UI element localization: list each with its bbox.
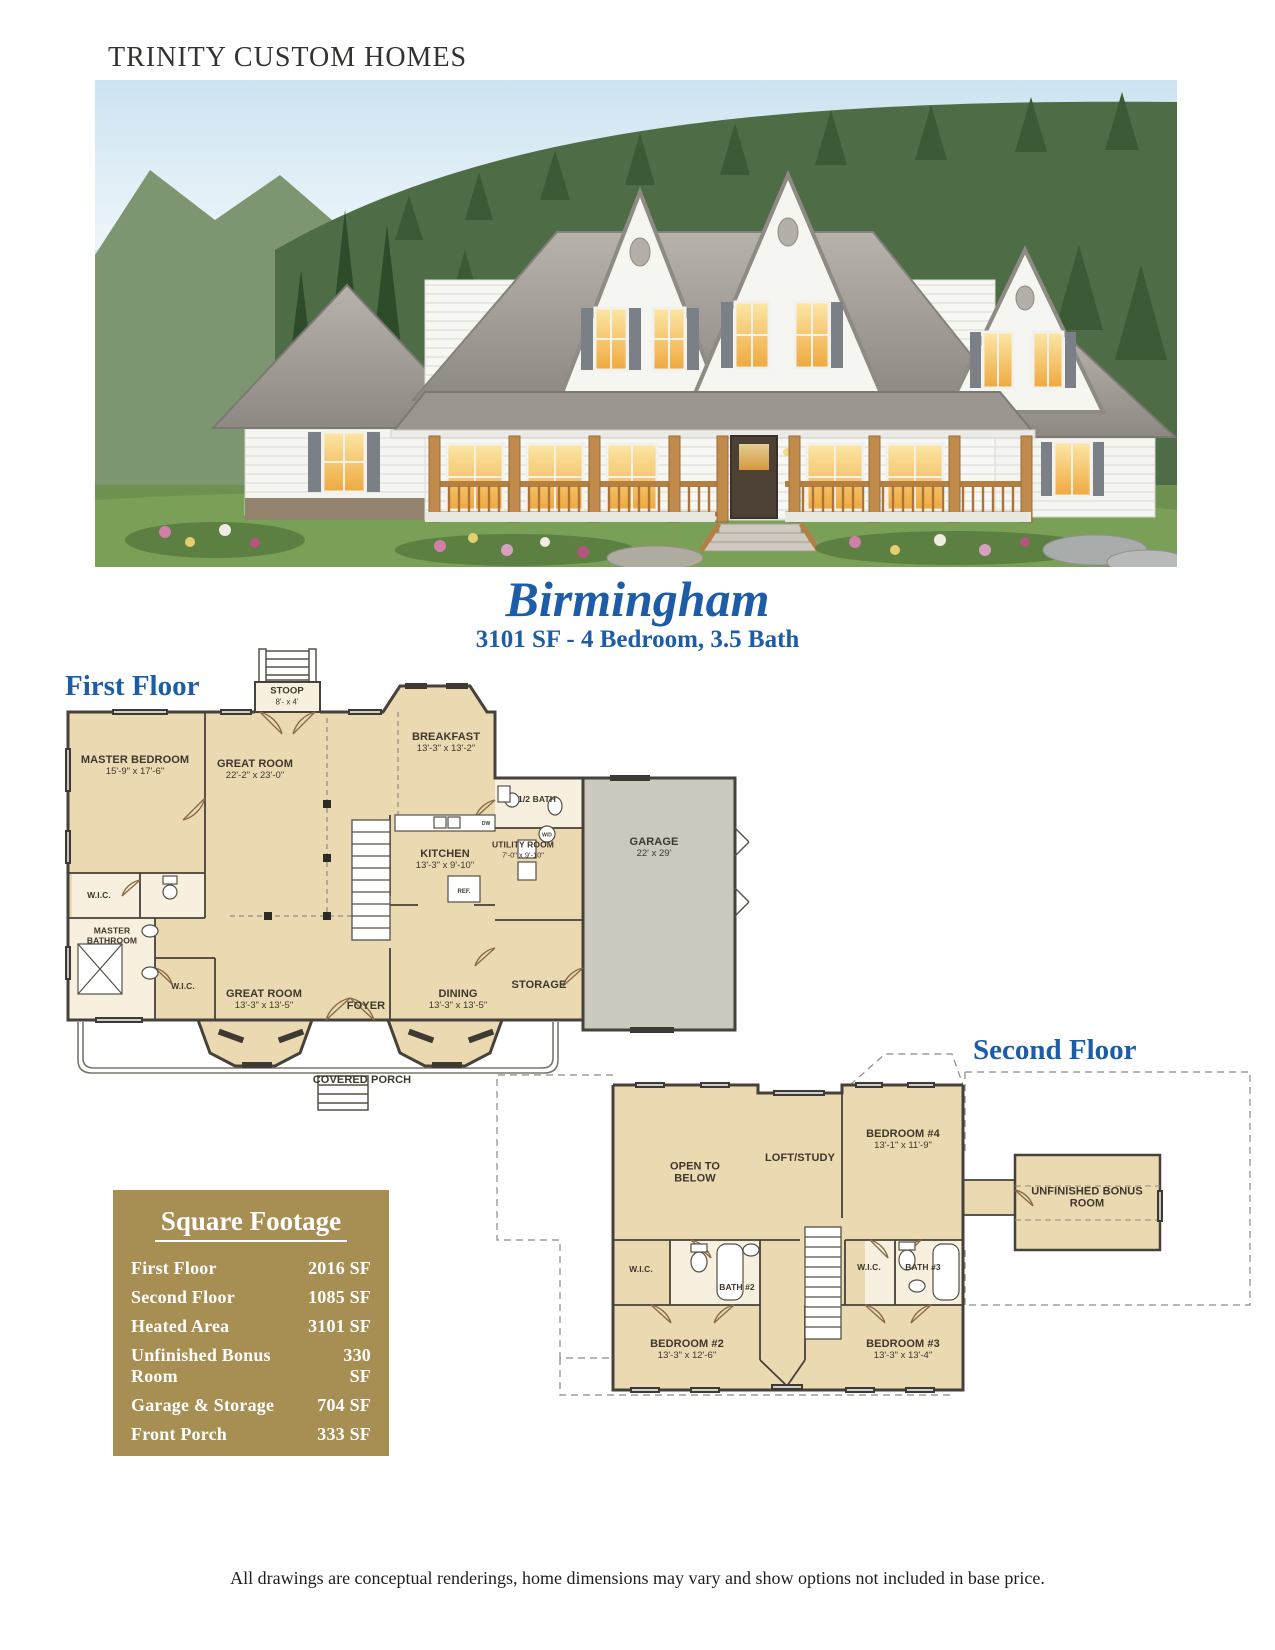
second-floor-heading: Second Floor (973, 1034, 1137, 1066)
table-row: Heated Area 3101 SF (131, 1316, 371, 1336)
room-label-great-room: GREAT ROOM 22'-2" x 23'-0" (217, 757, 293, 782)
square-footage-table (113, 1190, 389, 1473)
disclaimer-text: All drawings are conceptual renderings, home dimensions may vary and show options not included in base price. (230, 1568, 1045, 1588)
table-row: Unfinished Bonus Room 330 SF (131, 1345, 371, 1386)
room-label-bath-3: BATH #3 (905, 1262, 941, 1273)
room-label-covered-porch: COVERED PORCH (312, 1073, 412, 1086)
square-footage-rows (131, 1258, 371, 1474)
room-label-wic-4: W.I.C. (857, 1262, 881, 1273)
left-wing-window (308, 432, 380, 492)
table-row: Stoop 32 SF (131, 1453, 371, 1473)
plan-specs: 3101 SF - 4 Bedroom, 3.5 Bath (475, 626, 800, 653)
svg-text:W/D: W/D (542, 832, 552, 839)
dishwasher-label: DW (481, 821, 491, 827)
room-label-foyer: FOYER (346, 999, 386, 1012)
room-label-storage: STORAGE (511, 978, 567, 991)
room-label-wic-1: W.I.C. (87, 890, 111, 901)
porch-fascia (391, 430, 1035, 438)
table-row: Second Floor 1085 SF (131, 1287, 371, 1307)
porch-base-right (785, 512, 1031, 522)
house-photo-illustration (95, 80, 1177, 567)
room-label-wic-3: W.I.C. (629, 1264, 653, 1275)
room-label-bedroom-2: BEDROOM #2 13'-3" x 12'-6" (650, 1337, 724, 1362)
first-floor-heading: First Floor (65, 670, 200, 702)
house-photo (95, 80, 1177, 567)
left-wing-skirt (245, 498, 445, 520)
stoop-stairs-icon (259, 649, 316, 682)
room-label-breakfast: BREAKFAST 13'-3" x 13'-2" (411, 730, 481, 755)
front-steps (701, 524, 819, 551)
porch-roof (393, 392, 1033, 432)
room-label-master-bathroom: MASTER BATHROOM (86, 925, 138, 945)
main-stairs-icon (352, 820, 390, 940)
right-wing-window (1041, 442, 1104, 496)
room-label-great-room-2: GREAT ROOM 13'-3" x 13'-5" (226, 987, 302, 1012)
second-floor-plan (455, 1028, 1255, 1408)
room-label-bedroom-3: BEDROOM #3 13'-3" x 13'-4" (866, 1337, 940, 1362)
room-label-dining: DINING 13'-3" x 13'-5" (428, 987, 488, 1012)
room-label-stoop: STOOP 8'- x 4' (270, 685, 304, 707)
table-row: Front Porch 333 SF (131, 1424, 371, 1444)
table-row: First Floor 2016 SF (131, 1258, 371, 1278)
porch-base (425, 512, 715, 522)
room-label-utility-room: UTILITY ROOM 7'-0" x 9'-10" (492, 839, 554, 860)
room-label-garage: GARAGE 22' x 29' (629, 835, 679, 860)
room-label-open-to-below: OPEN TO BELOW (669, 1160, 720, 1185)
fridge-label: REF. (457, 889, 471, 895)
plan-name: Birmingham (505, 571, 770, 627)
room-label-kitchen: KITCHEN 13'-3" x 9'-10" (415, 847, 475, 872)
room-label-bedroom-4: BEDROOM #4 13'-1" x 11'-9" (866, 1127, 940, 1152)
plan-title-block (30, 571, 1245, 654)
table-row: Garage & Storage 704 SF (131, 1395, 371, 1415)
room-label-half-bath: 1/2 BATH (518, 794, 556, 805)
upper-stairs-icon (805, 1227, 841, 1339)
brand-title: TRINITY CUSTOM HOMES (108, 42, 468, 73)
room-label-loft-study: LOFT/STUDY (764, 1151, 836, 1164)
room-label-master-bedroom: MASTER BEDROOM 15'-9" x 17'-6" (80, 753, 190, 778)
square-footage-title: Square Footage (155, 1206, 347, 1242)
room-label-bonus-room: UNFINISHED BONUS ROOM (1031, 1185, 1143, 1210)
room-label-wic-2: W.I.C. (171, 981, 195, 992)
room-label-bath-2: BATH #2 (719, 1282, 755, 1293)
